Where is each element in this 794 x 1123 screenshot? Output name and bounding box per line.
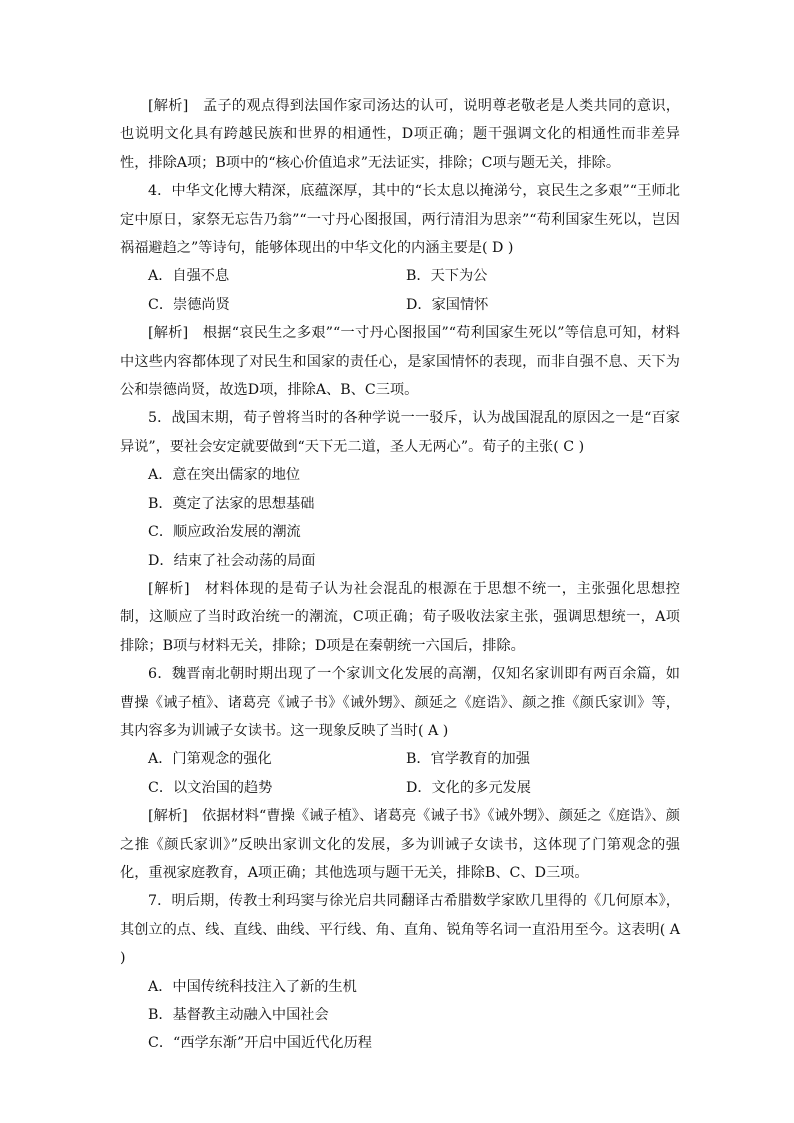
q4-option-b: B．天下为公 [406,268,488,285]
q6-option-a: A．门第观念的强化 [148,751,272,768]
q5-option-b: B．奠定了法家的思想基础 [148,495,315,512]
q6-options-row-2 [120,774,680,802]
q4-option-d: D．家国情怀 [406,296,489,313]
q4-option-a: A．自强不息 [148,268,230,285]
question-6: 6．魏晋南北朝时期出现了一个家训文化发展的高潮，仅知名家训即有两百余篇，如曹操《诫子植》、诸葛亮《诫子书》《诫外甥》、颜延之《庭诰》、颜之推《颜氏家训》等，其内容多为训诫子女读书。这一现象反映了当时( A ) [120,666,680,739]
q6-option-d: D．文化的多元发展 [406,779,531,796]
question-4: 4．中华文化博大精深，底蕴深厚，其中的“长太息以掩涕兮，哀民生之多艰”“王师北定中原日，家祭无忘告乃翁”“一寸丹心图报国，两行清泪为思亲”“苟利国家生死以，岂因祸福避趋之”等诗句，能够体现出的中华文化的内涵主要是( D ) [120,183,680,257]
q6-options-row-1 [120,745,680,773]
q7-option-b: B．基督教主动融入中国社会 [148,1007,329,1023]
document-body [120,92,680,1058]
q5-option-d: D．结束了社会动荡的局面 [148,552,316,569]
q6-option-b: B．官学教育的加强 [406,751,530,768]
q7-option-c: C．“西学东渐”开启中国近代化历程 [148,1035,372,1052]
q7-option-a: A．中国传统科技注入了新的生机 [148,978,357,995]
analysis-q3: [解析] 孟子的观点得到法国作家司汤达的认可，说明尊老敬老是人类共同的意识，也说明文化具有跨越民族和世界的相通性，D项正确；题干强调文化的相通性而非差异性，排除A项；B项中的“核心价值追求”无法证实，排除；C项与题无关，排除。 [120,98,680,171]
q4-options-row-2 [120,291,680,319]
question-7: 7．明后期，传教士利玛窦与徐光启共同翻译古希腊数学家欧几里得的《几何原本》，其创立的点、线、直线、曲线、平行线、角、直角、锐角等名词一直沿用至今。这表明( A ) [120,893,680,967]
analysis-q5: [解析] 材料体现的是荀子认为社会混乱的根源在于思想不统一，主张强化思想控制，这顺应了当时政治统一的潮流，C项正确；荀子吸收法家主张，强调思想统一，A项排除；B项与材料无关，排除；D项是在秦朝统一六国后，排除。 [120,580,680,654]
q4-options-row-1 [120,262,680,290]
q5-option-c: C．顺应政治发展的潮流 [148,524,301,541]
q5-option-a: A．意在突出儒家的地位 [148,467,301,484]
analysis-q4: [解析] 根据“哀民生之多艰”“一寸丹心图报国”“苟利国家生死以”等信息可知，材料中这些内容都体现了对民生和国家的责任心，是家国情怀的表现，而非自强不息、天下为公和崇德尚贤，故选D项，排除A、B、C三项。 [120,325,680,399]
q6-option-c: C．以文治国的趋势 [148,779,273,796]
analysis-q6: [解析] 依据材料“曹操《诫子植》、诸葛亮《诫子书》《诫外甥》、颜延之《庭诰》、颜之推《颜氏家训》”反映出家训文化的发展，多为训诫子女读书，这体现了门第观念的强化，重视家庭教育，A项正确；其他选项与题干无关，排除B、C、D三项。 [120,808,680,881]
question-5: 5．战国末期，荀子曾将当时的各种学说一一驳斥，认为战国混乱的原因之一是“百家异说”，要社会安定就要做到“天下无二道，圣人无两心”。荀子的主张( C ) [120,410,680,455]
q4-option-c: C．崇德尚贤 [148,296,230,313]
